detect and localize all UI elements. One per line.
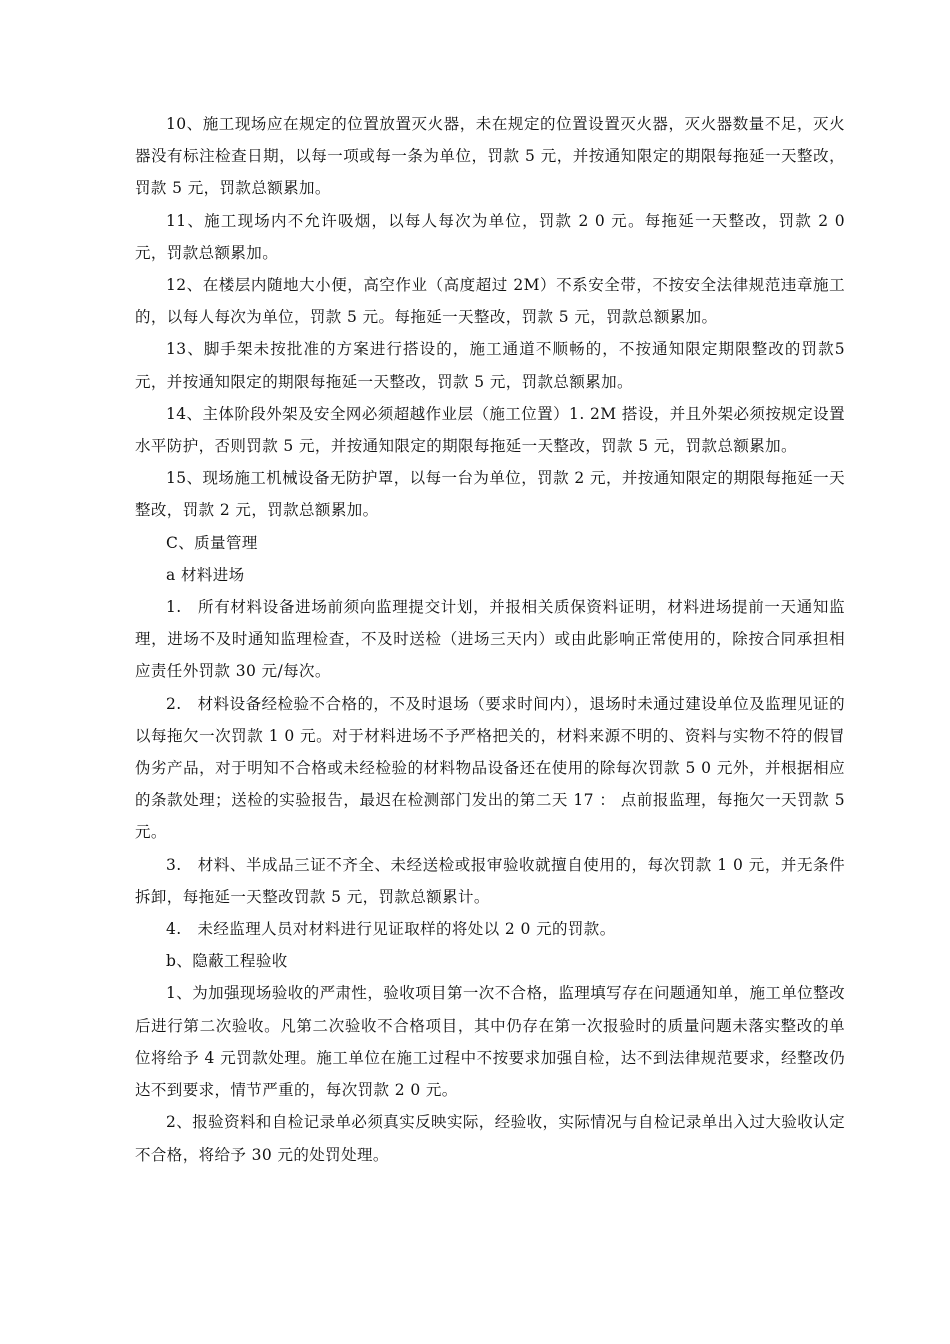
paragraph-safety-net: 14、主体阶段外架及安全网必须超越作业层（施工位置）1. 2M 搭设，并且外架必须按规定设置水平防护，否则罚款 5 元，并按通知限定的期限每拖延一天整改，罚款 5 元，罚款总额累加。 <box>135 404 845 456</box>
section-heading-quality: C、质量管理 <box>166 533 258 552</box>
paragraph-material-reject: 2. 材料设备经检验不合格的，不及时退场（要求时间内），退场时未通过建设单位及监理见证的以每拖欠一次罚款 1 0 元。对于材料进场不予严格把关的，材料来源不明的、资料与实物不符的假冒伪劣产品，对于明知不合格或未经检验的材料物品设备还在使用的除每次罚款 5 0 元外，并根据相应的条款处理；送检的实验报告，最迟在检测部门发出的第二天 17 ： 点前报监理，每拖欠一天罚款 5 元。 <box>135 694 845 842</box>
paragraph-scaffold: 13、脚手架未按批准的方案进行搭设的，施工通道不顺畅的，不按通知限定期限整改的罚款5元，并按通知限定的期限每拖延一天整改，罚款 5 元，罚款总额累加。 <box>135 340 845 391</box>
paragraph-material-certificates: 3. 材料、半成品三证不齐全、未经送检或报审验收就擅自使用的，每次罚款 1 0 元，并无条件拆卸，每拖延一天整改罚款 5 元，罚款总额累计。 <box>135 855 845 906</box>
paragraph-inspection-records: 2、报验资料和自检记录单必须真实反映实际，经验收，实际情况与自检记录单出入过大验收认定不合格，将给予 30 元的处罚处理。 <box>135 1113 845 1164</box>
paragraph-fire-extinguisher: 10、施工现场应在规定的位置放置灭火器，未在规定的位置设置灭火器，灭火器数量不足，灭火器没有标注检查日期，以每一项或每一条为单位，罚款 5 元，并按通知限定的期限每拖延一天整改，罚款 5 元，罚款总额累加。 <box>135 115 845 198</box>
paragraph-material-plan: 1. 所有材料设备进场前须向监理提交计划，并报相关质保资料证明，材料进场提前一天通知监理，进场不及时通知监理检查，不及时送检（进场三天内）或由此影响正常使用的，除按合同承担相应责任外罚款 30 元/每次。 <box>135 598 845 681</box>
subsection-heading-concealed-works: b、隐蔽工程验收 <box>166 952 288 971</box>
subsection-heading-materials: a 材料进场 <box>166 565 245 584</box>
paragraph-witness-sampling: 4. 未经监理人员对材料进行见证取样的将处以 2 0 元的罚款。 <box>166 920 616 939</box>
paragraph-machine-guard: 15、现场施工机械设备无防护罩，以每一台为单位，罚款 2 元，并按通知限定的期限每拖延一天整改，罚款 2 元，罚款总额累加。 <box>135 469 845 520</box>
paragraph-no-smoking: 11、施工现场内不允许吸烟，以每人每次为单位，罚款 2 0 元。每拖延一天整改，罚款 2 0 元，罚款总额累加。 <box>135 211 845 262</box>
document-page <box>135 108 845 1171</box>
paragraph-safety-belt: 12、在楼层内随地大小便，高空作业（高度超过 2M）不系安全带，不按安全法律规范违章施工的，以每人每次为单位，罚款 5 元。每拖延一天整改，罚款 5 元，罚款总额累加。 <box>135 276 845 327</box>
paragraph-acceptance-inspection: 1、为加强现场验收的严肃性，验收项目第一次不合格，监理填写存在问题通知单，施工单位整改后进行第二次验收。凡第二次验收不合格项目，其中仍存在第一次报验时的质量问题未落实整改的单位将给予 4 元罚款处理。施工单位在施工过程中不按要求加强自检，达不到法律规范要求，经整改仍达不到要求，情节严重的，每次罚款 2 0 元。 <box>135 984 845 1100</box>
